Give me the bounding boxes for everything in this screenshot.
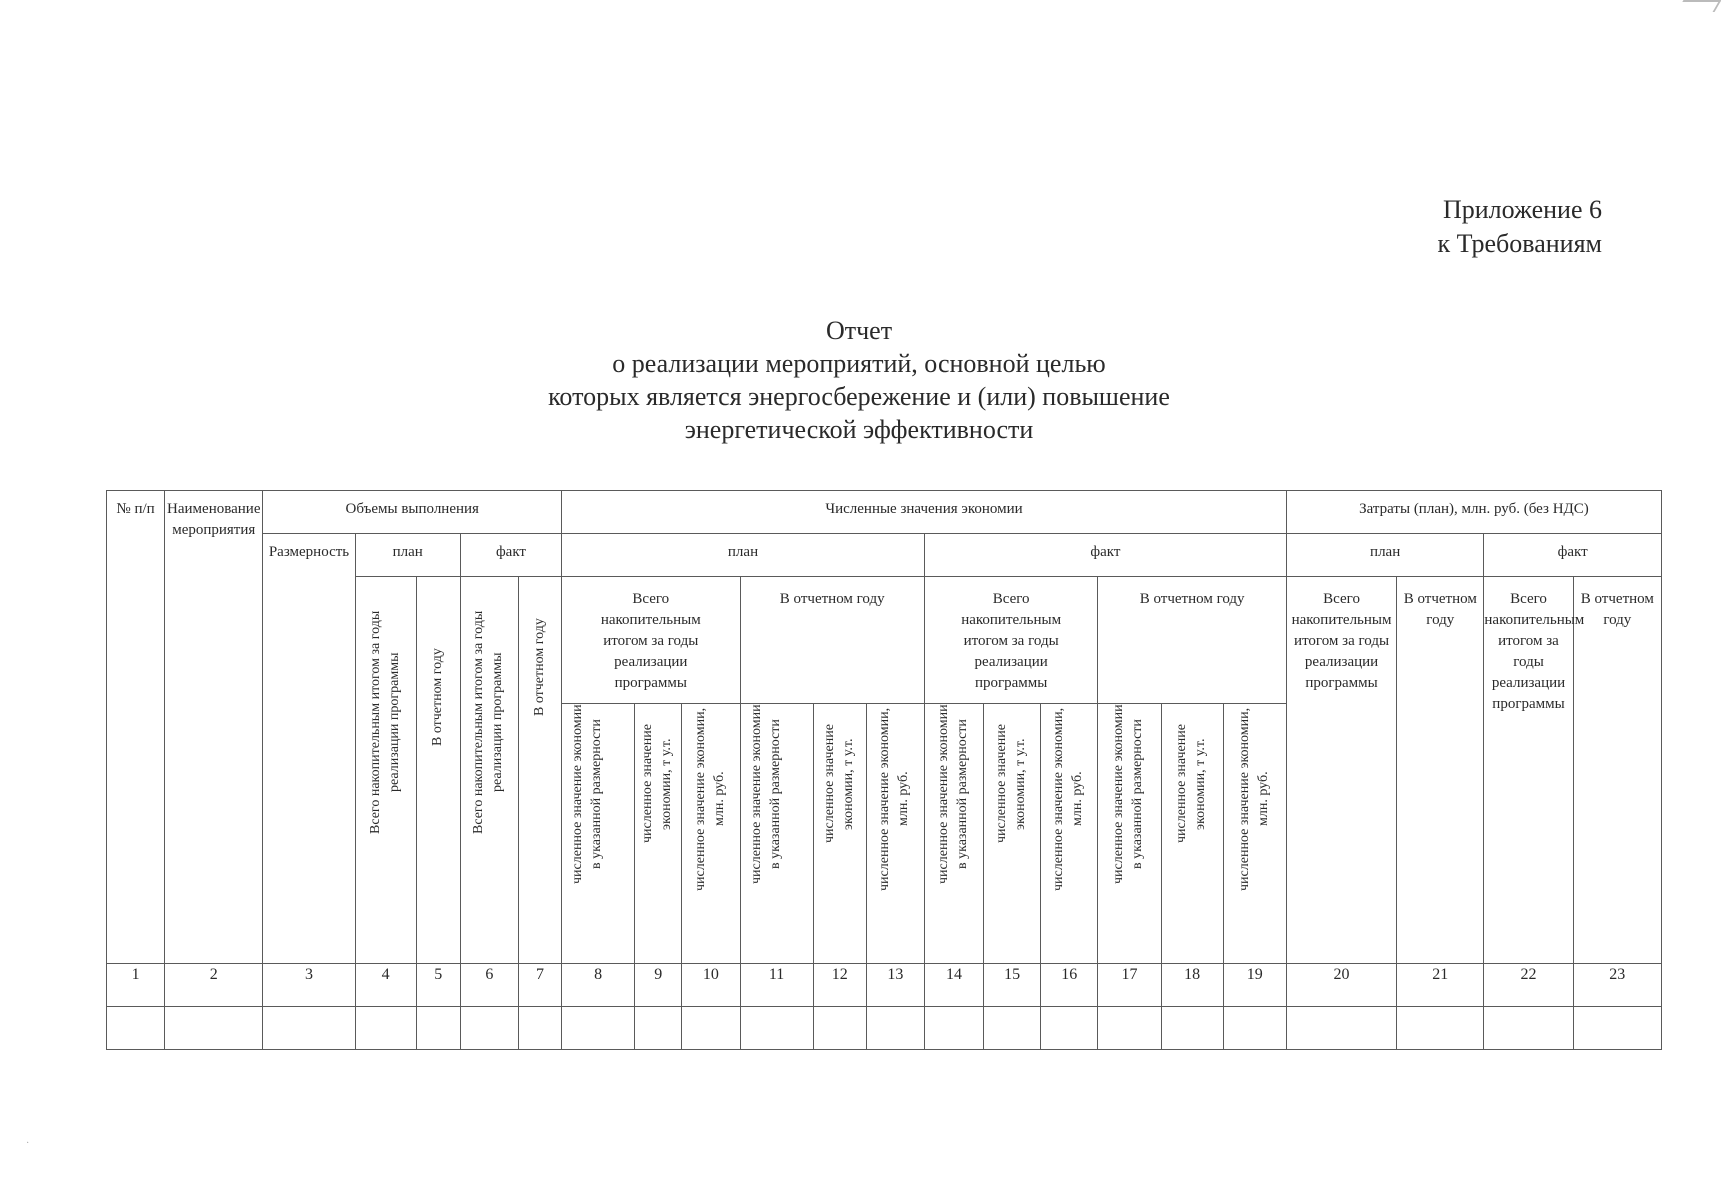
header-sav-fact-total-tut xyxy=(984,704,1041,964)
col-number: 7 xyxy=(518,964,561,1007)
header-costs-plan: план xyxy=(1286,534,1483,577)
header-sav-fact-total-dim xyxy=(924,704,983,964)
header-volumes-fact: факт xyxy=(460,534,561,577)
col-number: 4 xyxy=(355,964,416,1007)
header-costs-fact: факт xyxy=(1484,534,1662,577)
table-cell xyxy=(866,1007,924,1050)
col-number: 20 xyxy=(1286,964,1396,1007)
header-sav-fact-year-dim xyxy=(1098,704,1161,964)
header-dimension: Размерность xyxy=(263,534,355,964)
col-number: 23 xyxy=(1573,964,1661,1007)
header-volumes-plan-year-text: В отчетном году xyxy=(430,648,446,746)
report-table xyxy=(106,490,1662,1050)
header-volumes-plan: план xyxy=(355,534,460,577)
scan-speck: · xyxy=(26,1138,30,1149)
header-costs: Затраты (план), млн. руб. (без НДС) xyxy=(1286,491,1661,534)
header-sav-fact-year-rub xyxy=(1223,704,1286,964)
table-cell xyxy=(355,1007,416,1050)
table-cell xyxy=(263,1007,355,1050)
header-sav-dim-text: численное значение экономии в указанной размерности xyxy=(570,704,605,884)
header-sav-fact-total-rub xyxy=(1041,704,1098,964)
col-number: 18 xyxy=(1161,964,1223,1007)
column-number-row xyxy=(107,964,1662,1007)
col-number: 5 xyxy=(416,964,460,1007)
table-row xyxy=(107,1007,1662,1050)
table-cell xyxy=(107,1007,165,1050)
table-cell xyxy=(813,1007,866,1050)
header-sav-tut-text: численное значение экономии, т у.т. xyxy=(994,724,1029,844)
header-savings-fact: факт xyxy=(924,534,1286,577)
header-sav-tut-text: численное значение экономии, т у.т. xyxy=(640,724,675,844)
header-sav-plan-total-tut xyxy=(635,704,682,964)
col-number: 17 xyxy=(1098,964,1161,1007)
table-cell xyxy=(924,1007,983,1050)
col-number: 15 xyxy=(984,964,1041,1007)
header-sav-tut-text: численное значение экономии, т у.т. xyxy=(821,724,856,844)
header-costs-plan-total: Всего накопительным итогом за годы реализации программы xyxy=(1286,577,1396,964)
title-line-2: о реализации мероприятий, основной целью xyxy=(612,349,1106,378)
header-savings-plan-year: В отчетном году xyxy=(740,577,924,704)
header-sav-rub-text: численное значение экономии, млн. руб. xyxy=(1051,707,1086,891)
header-sav-rub-text: численное значение экономии, млн. руб. xyxy=(877,707,912,891)
title-line-4: энергетической эффективности xyxy=(684,415,1034,444)
table-cell xyxy=(416,1007,460,1050)
header-savings-plan: план xyxy=(562,534,925,577)
table-cell xyxy=(1573,1007,1661,1050)
col-number: 10 xyxy=(682,964,740,1007)
col-number: 6 xyxy=(460,964,518,1007)
table-cell xyxy=(1041,1007,1098,1050)
table-cell xyxy=(460,1007,518,1050)
header-sav-dim-text: численное значение экономии в указанной размерности xyxy=(748,704,783,884)
table-cell xyxy=(740,1007,813,1050)
header-volumes: Объемы выполнения xyxy=(263,491,562,534)
header-sav-plan-year-dim xyxy=(740,704,813,964)
col-number: 22 xyxy=(1484,964,1573,1007)
col-number: 13 xyxy=(866,964,924,1007)
header-sav-tut-text: численное значение экономии, т у.т. xyxy=(1174,724,1209,844)
header-volumes-fact-year-text: В отчетном году xyxy=(532,618,548,716)
header-savings-fact-year: В отчетном году xyxy=(1098,577,1287,704)
title-line-1: Отчет xyxy=(825,316,893,345)
table-cell xyxy=(984,1007,1041,1050)
table-cell xyxy=(1223,1007,1286,1050)
header-volumes-fact-total xyxy=(460,577,518,964)
header-savings-plan-total: Всего накопительным итогом за годы реализации программы xyxy=(562,577,740,704)
col-number: 8 xyxy=(562,964,635,1007)
title-line-3: которых является энергосбережение и (или) повышение xyxy=(548,382,1170,411)
scan-corner-mark xyxy=(1677,0,1721,12)
header-costs-fact-year: В отчетном году xyxy=(1573,577,1661,964)
header-volumes-plan-total xyxy=(355,577,416,964)
col-number: 14 xyxy=(924,964,983,1007)
header-sav-plan-year-tut xyxy=(813,704,866,964)
col-number: 9 xyxy=(635,964,682,1007)
header-costs-fact-total: Всего накопительным итогом за годы реализации программы xyxy=(1484,577,1573,964)
col-number: 1 xyxy=(107,964,165,1007)
header-sav-plan-total-rub xyxy=(682,704,740,964)
table-cell xyxy=(682,1007,740,1050)
annex-line-2: к Требованиям xyxy=(1437,229,1602,258)
annex-heading xyxy=(1437,193,1602,261)
table-cell xyxy=(165,1007,263,1050)
col-number: 3 xyxy=(263,964,355,1007)
header-volumes-plan-year xyxy=(416,577,460,964)
table-cell xyxy=(1098,1007,1161,1050)
col-number: 2 xyxy=(165,964,263,1007)
table-cell xyxy=(518,1007,561,1050)
header-sav-plan-year-rub xyxy=(866,704,924,964)
table-cell xyxy=(1484,1007,1573,1050)
col-number: 12 xyxy=(813,964,866,1007)
header-sav-fact-year-tut xyxy=(1161,704,1223,964)
header-costs-plan-year: В отчетном году xyxy=(1397,577,1484,964)
report-title xyxy=(0,314,1718,446)
header-number: № п/п xyxy=(107,491,165,964)
col-number: 16 xyxy=(1041,964,1098,1007)
header-sav-rub-text: численное значение экономии, млн. руб. xyxy=(692,707,727,891)
col-number: 11 xyxy=(740,964,813,1007)
table-cell xyxy=(1286,1007,1396,1050)
header-volumes-fact-year xyxy=(518,577,561,964)
header-savings: Численные значения экономии xyxy=(562,491,1287,534)
header-sav-dim-text: численное значение экономии в указанной размерности xyxy=(1111,704,1146,884)
table-cell xyxy=(1161,1007,1223,1050)
header-activity-name: Наименование мероприятия xyxy=(165,491,263,964)
col-number: 21 xyxy=(1397,964,1484,1007)
table-cell xyxy=(635,1007,682,1050)
header-sav-plan-total-dim xyxy=(562,704,635,964)
header-volumes-fact-total-text: Всего накопительным итогом за годы реализации программы xyxy=(471,610,506,834)
table-cell xyxy=(1397,1007,1484,1050)
header-volumes-plan-total-text: Всего накопительным итогом за годы реализации программы xyxy=(367,610,402,834)
table-cell xyxy=(562,1007,635,1050)
header-sav-dim-text: численное значение экономии в указанной размерности xyxy=(936,704,970,884)
col-number: 19 xyxy=(1223,964,1286,1007)
header-sav-rub-text: численное значение экономии, млн. руб. xyxy=(1236,707,1271,891)
header-savings-fact-total: Всего накопительным итогом за годы реализации программы xyxy=(924,577,1097,704)
annex-line-1: Приложение 6 xyxy=(1442,195,1602,224)
